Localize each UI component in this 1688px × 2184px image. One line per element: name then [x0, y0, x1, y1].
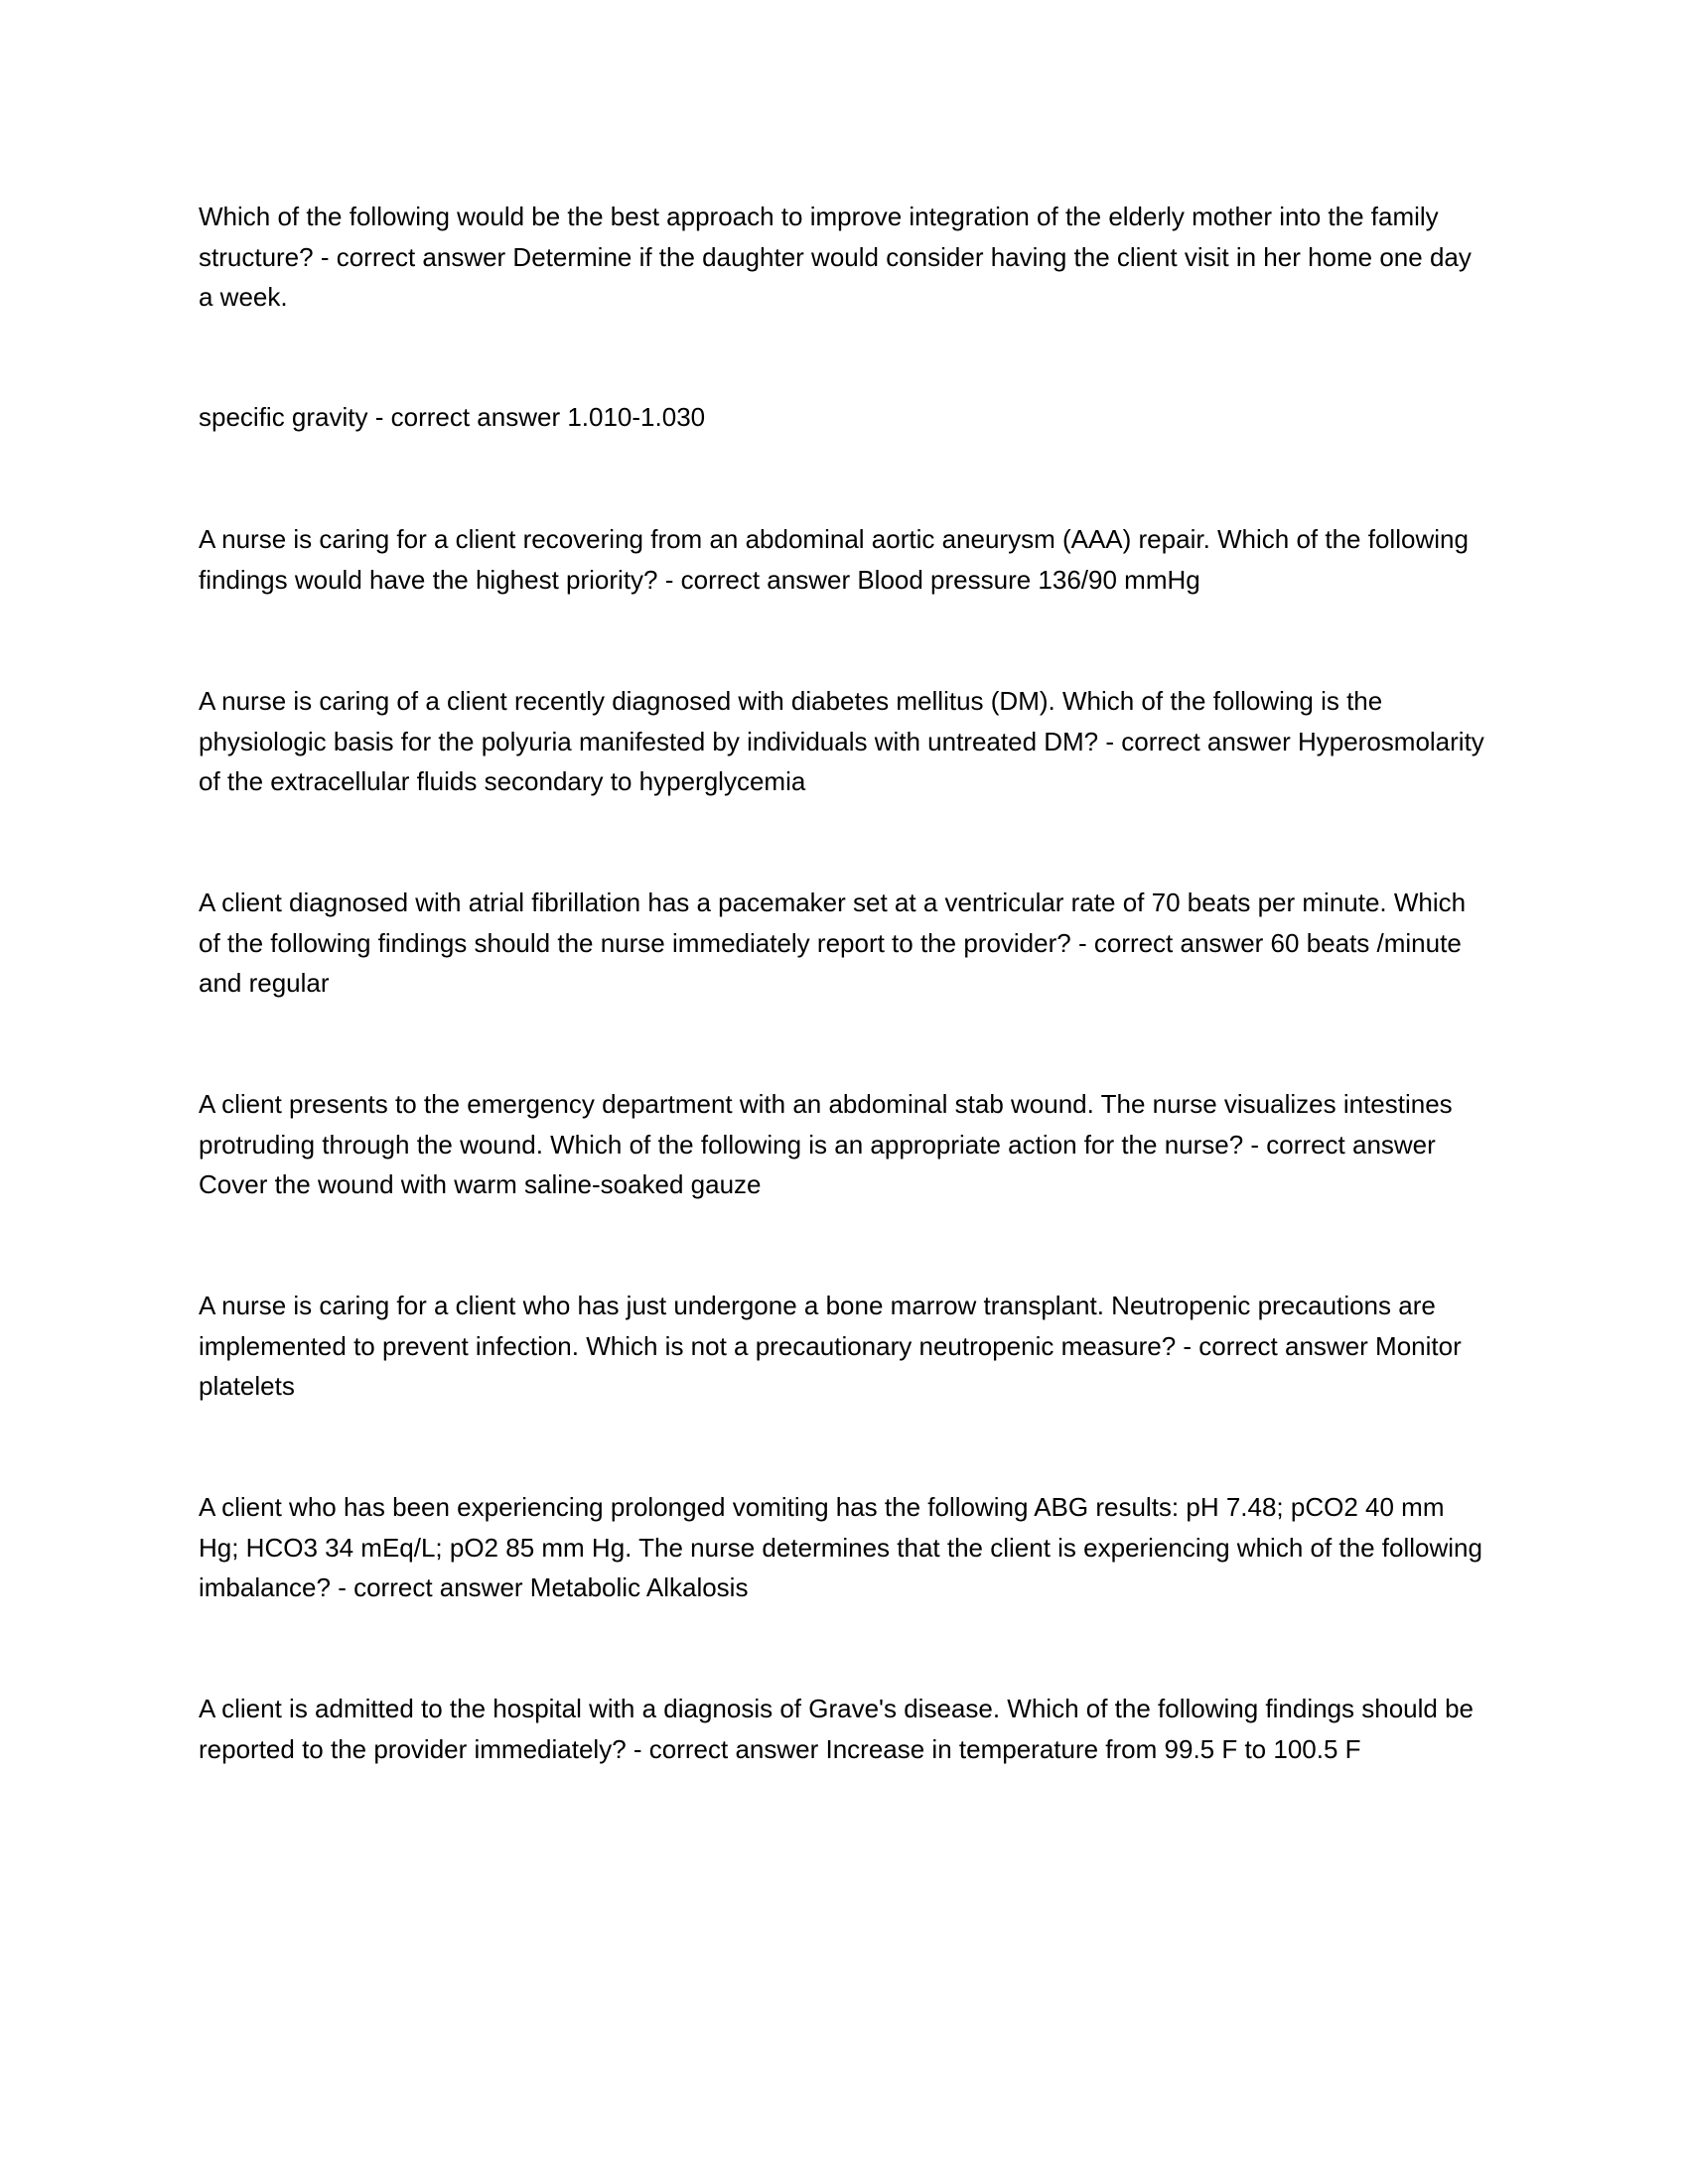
qa-item-9: A client is admitted to the hospital with a diagnosis of Grave's disease. Which of the following findings should be reported to the provider immediately? - correct answer Increase in temperature from 99.5 F to 100.5 F	[199, 1694, 1475, 1764]
qa-item-4: A nurse is caring of a client recently diagnosed with diabetes mellitus (DM). Which of the following is the physiologic basis for the polyuria manifested by individuals with untreated DM? - correct answer Hyperosmolarity of the extracellular fluids secondary to hyperglycemia	[199, 686, 1484, 796]
qa-item-7: A nurse is caring for a client who has just undergone a bone marrow transplant. Neutropenic precautions are implemented to prevent infection. Which is not a precautionary neutropenic measure? - correct answer Monitor platelets	[199, 1291, 1462, 1401]
qa-item-2: specific gravity - correct answer 1.010-1.030	[199, 402, 706, 432]
qa-item-1: Which of the following would be the best approach to improve integration of the elderly mother into the family structure? - correct answer Determine if the daughter would consider having the client visit in her home one day a week.	[199, 202, 1472, 312]
qa-item-5: A client diagnosed with atrial fibrillation has a pacemaker set at a ventricular rate of 70 beats per minute. Which of the following findings should the nurse immediately report to the provider? - correct answer 60 beats /minute and regular	[199, 887, 1467, 998]
qa-item-6: A client presents to the emergency department with an abdominal stab wound. The nurse visualizes intestines protruding through the wound. Which of the following is an appropriate action for the nurse? - correct answer Cover the wound with warm saline-soaked gauze	[199, 1089, 1453, 1199]
qa-item-3: A nurse is caring for a client recovering from an abdominal aortic aneurysm (AAA) repair. Which of the following findings would have the highest priority? - correct answer Blood pressure 136/90 mmHg	[199, 524, 1469, 595]
qa-item-8: A client who has been experiencing prolonged vomiting has the following ABG results: pH 7.48; pCO2 40 mm Hg; HCO3 34 mEq/L; pO2 85 mm Hg. The nurse determines that the client is experiencing which of the following imbalance? - correct answer Metabolic Alkalosis	[199, 1492, 1482, 1602]
